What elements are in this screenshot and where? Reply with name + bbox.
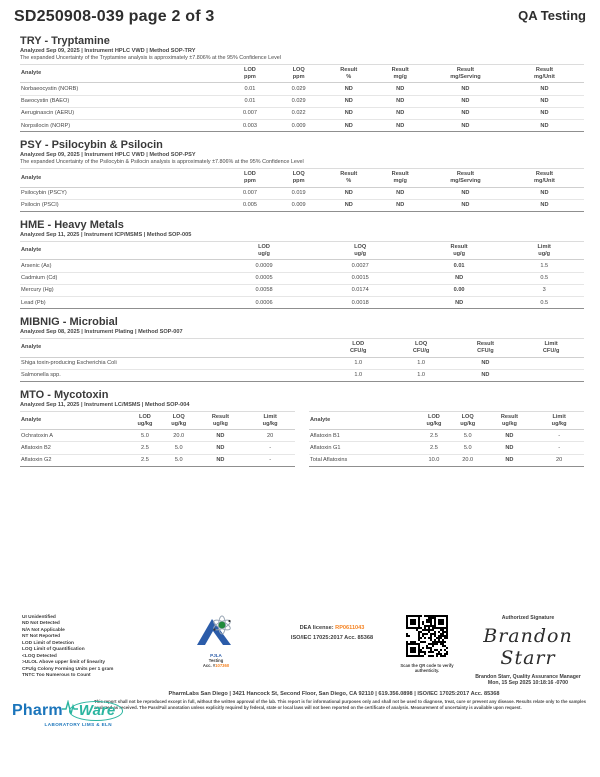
- table-cell: Mercury (Hg): [20, 284, 221, 296]
- table-cell: ND: [323, 187, 374, 199]
- table-row: [20, 357, 584, 369]
- qr-caption: Scan the QR code to verify authenticity.: [400, 662, 454, 673]
- table-header-row: [309, 411, 584, 429]
- table-cell: 0.0009: [221, 260, 306, 272]
- table-row: [309, 430, 584, 442]
- column-header: Result mg/Unit: [505, 65, 584, 83]
- column-header: Result mg/Unit: [505, 169, 584, 187]
- column-header: Limit ug/g: [504, 241, 584, 259]
- column-header: LOD ppm: [226, 169, 275, 187]
- section-title: MIBNIG - Microbial: [20, 316, 118, 329]
- table-cell: 0.0058: [221, 284, 306, 296]
- table-row: [20, 296, 584, 308]
- legend-line: N/A Not Applicable: [22, 627, 65, 633]
- table-row: [20, 119, 584, 131]
- section-microbial: [20, 316, 584, 382]
- table-cell: 5.0: [162, 454, 196, 466]
- table-cell: Aflatoxin B1: [309, 430, 417, 442]
- column-header: Limit CFU/g: [518, 339, 584, 357]
- column-header: LOD ug/kg: [128, 411, 162, 429]
- table-cell: ND: [374, 107, 425, 119]
- column-header: Result %: [323, 65, 374, 83]
- table-cell: Aeruginascin (AERU): [20, 107, 226, 119]
- table-cell: 2.5: [128, 442, 162, 454]
- table-cell: 20.0: [162, 430, 196, 442]
- abbreviation-legend: [22, 615, 140, 680]
- table-cell: 0.5: [504, 296, 584, 308]
- table-cell: Salmonella spp.: [20, 369, 327, 381]
- table-cell: 1.0: [390, 369, 453, 381]
- dea-license-line: DEA license: RP0611043: [299, 624, 365, 631]
- table-cell: 20: [534, 454, 584, 466]
- column-header: Analyte: [309, 411, 417, 429]
- table-row: [309, 454, 584, 466]
- table-cell: 0.0005: [221, 272, 306, 284]
- iso-accreditation-line: ISO/IEC 17025:2017 Acc. 85368: [290, 635, 374, 642]
- signer-name-title: Brandon Starr, Quality Assurance Manager: [475, 673, 581, 680]
- table-cell: ND: [196, 454, 246, 466]
- table-header-row: [20, 339, 584, 357]
- table-cell: 5.0: [128, 430, 162, 442]
- section-title: PSY - Psilocybin & Psilocin: [20, 139, 163, 152]
- results-tables: [20, 338, 584, 382]
- results-table: [20, 411, 295, 467]
- table-cell: ND: [505, 95, 584, 107]
- section-psilocybin: [20, 139, 584, 212]
- legend-line: LOQ Limit of Quantification: [22, 647, 85, 653]
- signature-script: Brandon Starr: [483, 624, 573, 669]
- page-footer: [0, 615, 600, 777]
- table-row: [309, 442, 584, 454]
- legend-line: <LOQ Detected: [22, 653, 57, 659]
- table-cell: Total Aflatoxins: [309, 454, 417, 466]
- dea-license-number: RP0611043: [335, 624, 365, 631]
- column-header: Analyte: [20, 65, 226, 83]
- column-header: Analyte: [20, 169, 226, 187]
- uncertainty-note: The expanded Uncertainty of the Tryptamine analysis is approximately ±7.806% at the 95% Confidence Level: [20, 55, 281, 61]
- table-cell: 1.0: [390, 357, 453, 369]
- column-header: LOD ug/kg: [417, 411, 451, 429]
- table-cell: 0.0174: [307, 284, 414, 296]
- table-cell: 0.005: [226, 199, 275, 211]
- table-cell: 0.0015: [307, 272, 414, 284]
- table-cell: Aflatoxin G2: [20, 454, 128, 466]
- column-header: Result ug/kg: [485, 411, 535, 429]
- column-header: Result ug/g: [414, 241, 505, 259]
- table-cell: 1.0: [327, 357, 390, 369]
- column-header: Analyte: [20, 241, 221, 259]
- table-cell: ND: [374, 187, 425, 199]
- table-cell: ND: [323, 95, 374, 107]
- table-cell: 0.007: [226, 107, 275, 119]
- table-cell: Cadmium (Cd): [20, 272, 221, 284]
- table-cell: 20: [245, 430, 295, 442]
- table-cell: 2.5: [128, 454, 162, 466]
- section-tryptamine: [20, 35, 584, 132]
- table-cell: 0.003: [226, 119, 275, 131]
- table-cell: 0.009: [274, 119, 323, 131]
- qr-block: [398, 615, 456, 673]
- results-table: [20, 338, 584, 382]
- table-cell: ND: [323, 199, 374, 211]
- table-row: [20, 284, 584, 296]
- table-cell: 0.0027: [307, 260, 414, 272]
- table-row: [20, 199, 584, 211]
- document-id: SD250908-039 page 2 of 3: [14, 8, 215, 25]
- pjla-name: PJLA: [210, 652, 222, 658]
- column-header: LOD ppm: [226, 65, 275, 83]
- table-cell: 0.0006: [221, 296, 306, 308]
- table-row: [20, 442, 295, 454]
- table-cell: 0.022: [274, 107, 323, 119]
- table-cell: ND: [505, 119, 584, 131]
- license-block: [268, 623, 396, 643]
- table-cell: -: [245, 442, 295, 454]
- legal-disclaimer: This report shall not be reproduced except in full, without the written approval of the lab. This report is for informational purposes only and shall not be used to diagnose, treat, cure or prevent any disease. Results relate only to the samples analyzed as received. The Pass/Fail annotation unless explicitly required by federal, state or local laws will not been reported on the certificate of analysis. Measurement of uncertainty is available upon request.: [94, 698, 586, 710]
- table-cell: ND: [323, 83, 374, 95]
- table-header-row: [20, 241, 584, 259]
- table-cell: 10.0: [417, 454, 451, 466]
- legend-line: UI Unidentified: [22, 614, 56, 620]
- column-header: Analyte: [20, 411, 128, 429]
- pjla-accreditation-logo: [184, 615, 248, 668]
- section-heavy-metals: [20, 219, 584, 309]
- table-row: [20, 187, 584, 199]
- table-cell: Ochratoxin A: [20, 430, 128, 442]
- column-header: Result %: [323, 169, 374, 187]
- pharmware-wordmark: Pharm Ware: [12, 700, 112, 721]
- results-tables: [20, 411, 584, 467]
- table-cell: 2.5: [417, 430, 451, 442]
- column-header: Result CFU/g: [453, 339, 519, 357]
- column-header: Limit ug/kg: [245, 411, 295, 429]
- column-header: Result mg/g: [374, 169, 425, 187]
- lab-address-line: PharmLabs San Diego | 3421 Hancock St, Second Floor, San Diego, CA 92110 | 619.356.0898 | ISO/IEC 17025:2017 Acc. 85368: [168, 690, 500, 697]
- footer-top-row: [22, 615, 586, 686]
- table-cell: ND: [505, 83, 584, 95]
- table-row: [20, 454, 295, 466]
- table-cell: ND: [323, 107, 374, 119]
- results-table: [20, 168, 584, 212]
- page-header: [0, 0, 600, 26]
- section-meta: Analyzed Sep 11, 2025 | Instrument LC/MSMS | Method SOP-004: [20, 401, 190, 408]
- table-cell: 0.00: [414, 284, 505, 296]
- pharmware-tagline: LABORATORY LIMS & ELN: [44, 722, 112, 727]
- column-header: Analyte: [20, 339, 327, 357]
- legend-line: >ULOL Above upper limit of linearity: [22, 660, 106, 666]
- table-cell: 0.01: [226, 83, 275, 95]
- column-header: LOQ CFU/g: [390, 339, 453, 357]
- pjla-testing-label: Testing: [208, 657, 224, 663]
- table-row: [20, 260, 584, 272]
- results-table: [20, 64, 584, 132]
- table-cell: ND: [426, 187, 505, 199]
- column-header: Result ug/kg: [196, 411, 246, 429]
- qr-code: [406, 644, 448, 661]
- table-cell: 5.0: [451, 442, 485, 454]
- pharmware-logo: [12, 700, 116, 727]
- table-cell: Aflatoxin B2: [20, 442, 128, 454]
- table-row: [20, 83, 584, 95]
- table-cell: ND: [426, 199, 505, 211]
- table-cell: 5.0: [451, 430, 485, 442]
- legend-line: LOD Limit of Detection: [22, 640, 74, 646]
- table-cell: ND: [414, 272, 505, 284]
- uncertainty-note: The expanded Uncertainty of the Psilocybin & Psilocin analysis is approximately ±7.806% at the 95% Confidence Level: [20, 159, 304, 166]
- table-cell: ND: [374, 119, 425, 131]
- table-header-row: [20, 169, 584, 187]
- table-cell: ND: [505, 187, 584, 199]
- table-cell: Norpsilocin (NORP): [20, 119, 226, 131]
- section-mycotoxin: [20, 389, 584, 467]
- table-cell: ND: [374, 83, 425, 95]
- table-cell: 2.5: [417, 442, 451, 454]
- table-cell: 0.01: [414, 260, 505, 272]
- table-row: [20, 95, 584, 107]
- table-cell: ND: [485, 430, 535, 442]
- section-title: TRY - Tryptamine: [20, 35, 110, 47]
- pjla-triangle-atom-icon: [195, 634, 237, 651]
- results-tables: [20, 168, 584, 212]
- table-cell: Psilocybin (PSCY): [20, 187, 226, 199]
- table-cell: ND: [196, 430, 246, 442]
- table-cell: Arsenic (As): [20, 260, 221, 272]
- results-table: [20, 241, 584, 309]
- legend-line: TNTC Too Numerous to Count: [22, 673, 91, 679]
- results-tables: [20, 241, 584, 309]
- table-row: [20, 272, 584, 284]
- column-header: LOD CFU/g: [327, 339, 390, 357]
- table-cell: ND: [485, 442, 535, 454]
- table-cell: ND: [505, 199, 584, 211]
- table-cell: -: [534, 442, 584, 454]
- table-cell: ND: [426, 83, 505, 95]
- table-cell: 1.0: [327, 369, 390, 381]
- table-row: [20, 430, 295, 442]
- table-cell: Lead (Pb): [20, 296, 221, 308]
- table-cell: ND: [485, 454, 535, 466]
- table-cell: ND: [453, 369, 519, 381]
- table-cell: 0.01: [226, 95, 275, 107]
- table-cell: [518, 357, 584, 369]
- table-cell: [518, 369, 584, 381]
- table-cell: ND: [323, 119, 374, 131]
- column-header: Result mg/Serving: [426, 65, 505, 83]
- table-cell: Baeocystin (BAEO): [20, 95, 226, 107]
- table-cell: ND: [426, 95, 505, 107]
- table-cell: -: [534, 430, 584, 442]
- column-header: LOQ ug/kg: [451, 411, 485, 429]
- table-cell: 0.5: [504, 272, 584, 284]
- report-body: [0, 26, 600, 467]
- results-table: [309, 411, 584, 467]
- column-header: LOD ug/g: [221, 241, 306, 259]
- table-cell: Aflatoxin G1: [309, 442, 417, 454]
- column-header: LOQ ppm: [274, 169, 323, 187]
- table-cell: 0.009: [274, 199, 323, 211]
- table-cell: 1.5: [504, 260, 584, 272]
- section-meta: Analyzed Sep 09, 2025 | Instrument HPLC VWD | Method SOP-TRY: [20, 48, 196, 54]
- section-meta: Analyzed Sep 09, 2025 | Instrument HPLC VWD | Method SOP-PSY: [20, 152, 196, 159]
- table-row: [20, 369, 584, 381]
- table-header-row: [20, 65, 584, 83]
- table-cell: -: [245, 454, 295, 466]
- table-cell: 5.0: [162, 442, 196, 454]
- column-header: LOQ ug/g: [307, 241, 414, 259]
- table-cell: ND: [196, 442, 246, 454]
- legend-line: ND Not Detected: [22, 621, 60, 627]
- section-title: HME - Heavy Metals: [20, 218, 124, 231]
- table-cell: ND: [426, 119, 505, 131]
- table-cell: 0.019: [274, 187, 323, 199]
- table-cell: 3: [504, 284, 584, 296]
- table-cell: Shiga toxin-producing Escherichia Coli: [20, 357, 327, 369]
- column-header: Limit ug/kg: [534, 411, 584, 429]
- table-cell: ND: [426, 107, 505, 119]
- column-header: Result mg/Serving: [426, 169, 505, 187]
- table-header-row: [20, 411, 295, 429]
- column-header: LOQ ug/kg: [162, 411, 196, 429]
- table-cell: 0.029: [274, 95, 323, 107]
- legend-line: CFU/g Colony Forming Units per 1 gram: [22, 666, 114, 672]
- legend-line: NT Not Reported: [22, 634, 61, 640]
- section-title: MTO - Mycotoxin: [20, 388, 109, 401]
- authorized-signature-heading: Authorized Signature: [501, 614, 555, 621]
- table-cell: Psilocin (PSCI): [20, 199, 226, 211]
- table-cell: ND: [453, 357, 519, 369]
- table-cell: 0.029: [274, 83, 323, 95]
- table-cell: ND: [414, 296, 505, 308]
- pjla-accreditation-number: Acc. #107360: [202, 662, 230, 668]
- table-cell: 0.007: [226, 187, 275, 199]
- signature-block: [470, 615, 586, 686]
- column-header: LOQ ppm: [274, 65, 323, 83]
- table-cell: ND: [505, 107, 584, 119]
- section-meta: Analyzed Sep 08, 2025 | Instrument Plating | Method SOP-007: [20, 329, 183, 336]
- table-cell: 0.0018: [307, 296, 414, 308]
- column-header: Result mg/g: [374, 65, 425, 83]
- table-row: [20, 107, 584, 119]
- section-meta: Analyzed Sep 11, 2025 | Instrument ICP/MSMS | Method SOP-005: [20, 231, 192, 238]
- qa-testing-label: QA Testing: [518, 8, 586, 23]
- signature-date: Mon, 15 Sep 2025 10:18:16 -0700: [487, 679, 569, 686]
- table-cell: Norbaeocystin (NORB): [20, 83, 226, 95]
- table-cell: ND: [374, 199, 425, 211]
- results-tables: [20, 64, 584, 132]
- table-cell: ND: [374, 95, 425, 107]
- table-cell: 20.0: [451, 454, 485, 466]
